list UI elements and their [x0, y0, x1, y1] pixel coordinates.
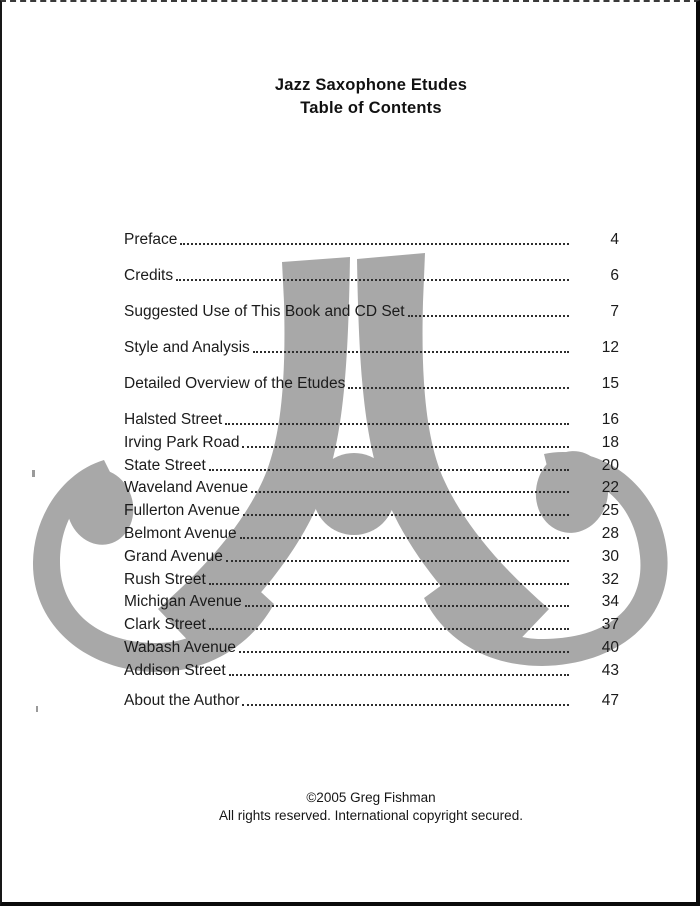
toc-row [124, 639, 619, 656]
dotted-leader-icon [225, 423, 569, 425]
toc-entry-page-number: 22 [601, 479, 619, 497]
dotted-leader-icon [180, 243, 569, 245]
dotted-leader-icon [209, 628, 569, 630]
toc-entry-label: State Street [124, 456, 206, 474]
dotted-leader-icon [243, 514, 569, 516]
dotted-leader-icon [408, 315, 569, 317]
toc-entry-page-number: 37 [601, 616, 619, 634]
dotted-leader-icon [209, 583, 569, 585]
toc-row [124, 231, 619, 248]
toc-entry-label: About the Author [124, 691, 240, 709]
toc-row [124, 303, 619, 320]
dotted-leader-icon [176, 279, 569, 281]
dotted-leader-icon [245, 605, 569, 607]
toc-entry-label: Style and Analysis [124, 339, 250, 356]
toc-entry-page-number: 43 [601, 661, 619, 679]
toc-entry-page-number: 40 [601, 638, 619, 656]
toc-entry-label: Halsted Street [124, 411, 223, 428]
toc-entry-label: Clark Street [124, 616, 206, 634]
toc-entry-label: Addison Street [124, 661, 226, 679]
book-title: Jazz Saxophone Etudes [274, 76, 468, 94]
toc-entry-page-number: 47 [601, 691, 619, 709]
toc-entry-page-number: 16 [601, 411, 619, 428]
toc-row [124, 548, 619, 565]
dotted-leader-icon [348, 387, 569, 389]
toc-entry-label: Suggested Use of This Book and CD Set [124, 303, 405, 320]
toc-entry-page-number: 32 [601, 570, 619, 588]
dotted-leader-icon [251, 491, 569, 493]
rights-line: All rights reserved. International copyright secured. [219, 807, 523, 823]
toc-entry-label: Credits [124, 267, 174, 284]
toc-row [124, 375, 619, 392]
toc-row [124, 434, 619, 451]
toc-entry-label: Rush Street [124, 570, 206, 588]
toc-row [124, 411, 619, 428]
toc-row [124, 692, 619, 709]
toc-row [124, 502, 619, 519]
dotted-leader-icon [242, 446, 569, 448]
toc-entry-page-number: 18 [601, 433, 619, 451]
toc-entry-label: Preface [124, 231, 178, 248]
toc-entry-label: Wabash Avenue [124, 638, 237, 656]
copyright-footer [122, 789, 620, 824]
table-of-contents [124, 231, 619, 709]
toc-back-matter [124, 692, 619, 709]
dotted-leader-icon [240, 537, 569, 539]
dotted-leader-icon [229, 674, 569, 676]
toc-row [124, 339, 619, 356]
toc-entry-page-number: 12 [601, 339, 619, 356]
toc-entry-page-number: 4 [610, 231, 619, 248]
toc-row [124, 571, 619, 588]
toc-entry-label: Fullerton Avenue [124, 502, 241, 520]
dotted-leader-icon [239, 651, 569, 653]
toc-row [124, 525, 619, 542]
toc-entry-page-number: 7 [610, 303, 619, 320]
toc-entry-label: Grand Avenue [124, 547, 223, 565]
toc-row [124, 616, 619, 633]
toc-row [124, 479, 619, 496]
toc-row [124, 267, 619, 284]
toc-entry-page-number: 30 [601, 547, 619, 565]
toc-title: Table of Contents [300, 99, 442, 117]
toc-entry-page-number: 28 [601, 524, 619, 542]
toc-entry-page-number: 34 [601, 593, 619, 611]
dotted-leader-icon [253, 351, 569, 353]
toc-entry-label: Belmont Avenue [124, 524, 237, 542]
toc-entry-label: Waveland Avenue [124, 479, 249, 497]
toc-row [124, 593, 619, 610]
scan-speck [32, 470, 35, 477]
toc-row [124, 457, 619, 474]
dotted-leader-icon [209, 469, 569, 471]
dotted-leader-icon [242, 704, 569, 706]
toc-row [124, 662, 619, 679]
toc-entry-label: Irving Park Road [124, 433, 240, 451]
toc-entry-label: Detailed Overview of the Etudes [124, 375, 346, 392]
toc-entry-page-number: 20 [601, 456, 619, 474]
scan-speck [36, 706, 38, 712]
toc-entry-page-number: 15 [601, 375, 619, 392]
toc-entry-page-number: 25 [601, 502, 619, 520]
copyright-line: ©2005 Greg Fishman [306, 790, 436, 805]
toc-entry-label: Michigan Avenue [124, 593, 242, 611]
dotted-leader-icon [226, 560, 569, 562]
toc-etude-list [124, 411, 619, 679]
toc-front-matter [124, 231, 619, 392]
page-title [122, 74, 620, 120]
toc-entry-page-number: 6 [610, 267, 619, 284]
